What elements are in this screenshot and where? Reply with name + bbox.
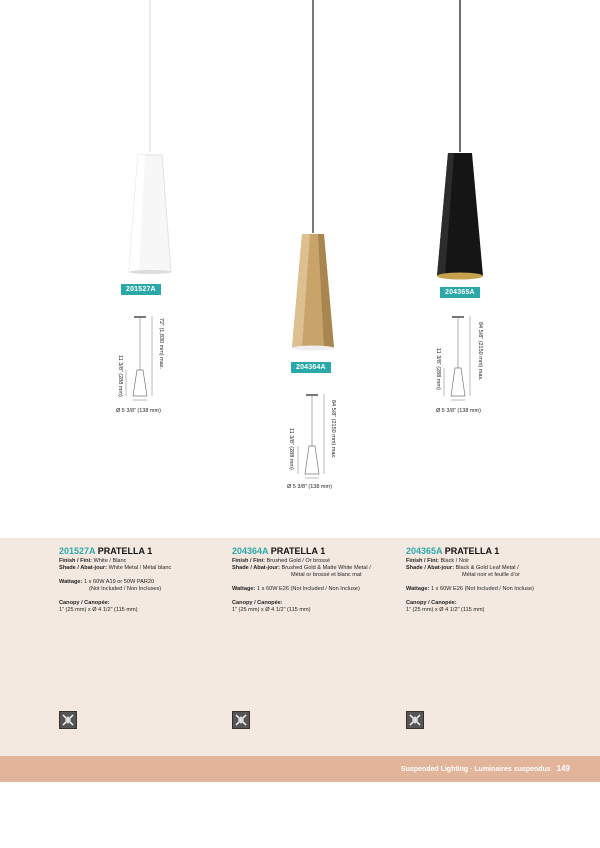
dimension-height: 84 5/8” (2150 mm) max. bbox=[330, 400, 336, 459]
product-code-tag: 201527A bbox=[121, 284, 161, 295]
dry-location-icon bbox=[59, 711, 77, 729]
product-specs-201527A: 201527A PRATELLA 1 Finish / Fini: White / Blanc Shade / Abat-jour: White Metal / Métal blanc Wattage: 1 x 60W A19 or 50W PAR20 (Not Included / Non Incluses) Canopy / Canopée: 1” (25 mm) x Ø 4 1/2” (115 mm) bbox=[59, 548, 239, 614]
dimension-height: 72” (1,830 mm) max. bbox=[158, 318, 164, 370]
product-image-204364A bbox=[258, 0, 368, 360]
product-title: 204364A PRATELLA 1 bbox=[232, 546, 326, 556]
product-image-201527A bbox=[95, 0, 205, 280]
product-code-tag: 204364A bbox=[291, 362, 331, 373]
page-number: 149 bbox=[556, 764, 570, 773]
product-specs-204364A: 204364A PRATELLA 1 Finish / Fini: Brushed Gold / Or brossé Shade / Abat-jour: Brushed Gold & Matte White Metal / Métal or brossé et blanc mat Wattage: 1 x 60W E26 (Not Included / Non Incluse) Canopy / Canopée: 1” (25 mm) x Ø 4 1/2” (115 mm) bbox=[232, 548, 412, 614]
product-specs-204365A: 204365A PRATELLA 1 Finish / Fini: Black / Noir Shade / Abat-jour: Black & Gold Leaf Metal / Métal noir et feuille d’or Wattage: 1 x 60W E26 (Not Included / Non Incluse) Canopy / Canopée: 1” (25 mm) x Ø 4 1/2” (115 mm) bbox=[406, 548, 586, 614]
product-title: 201527A PRATELLA 1 bbox=[59, 546, 153, 556]
dimension-shade: 11 3/8” (288 mm) bbox=[435, 348, 441, 390]
product-image-204365A bbox=[405, 0, 515, 290]
footer-section: Suspended Lighting · Luminaires suspendus 149 bbox=[400, 764, 570, 773]
dimension-shade: 11 3/8” (288 mm) bbox=[288, 428, 294, 470]
product-title: 204365A PRATELLA 1 bbox=[406, 546, 500, 556]
dry-location-icon bbox=[406, 711, 424, 729]
dimension-diameter: Ø 5 3/8” (138 mm) bbox=[436, 408, 481, 414]
footer-bar bbox=[0, 756, 600, 782]
dimension-shade: 11 3/8” (288 mm) bbox=[117, 355, 123, 397]
dry-location-icon bbox=[232, 711, 250, 729]
product-code-tag: 204365A bbox=[440, 287, 480, 298]
dimension-height: 84 5/8” (2150 mm) max. bbox=[477, 322, 483, 381]
dimension-diameter: Ø 5 3/8” (138 mm) bbox=[287, 484, 332, 490]
dimension-diameter: Ø 5 3/8” (138 mm) bbox=[116, 408, 161, 414]
